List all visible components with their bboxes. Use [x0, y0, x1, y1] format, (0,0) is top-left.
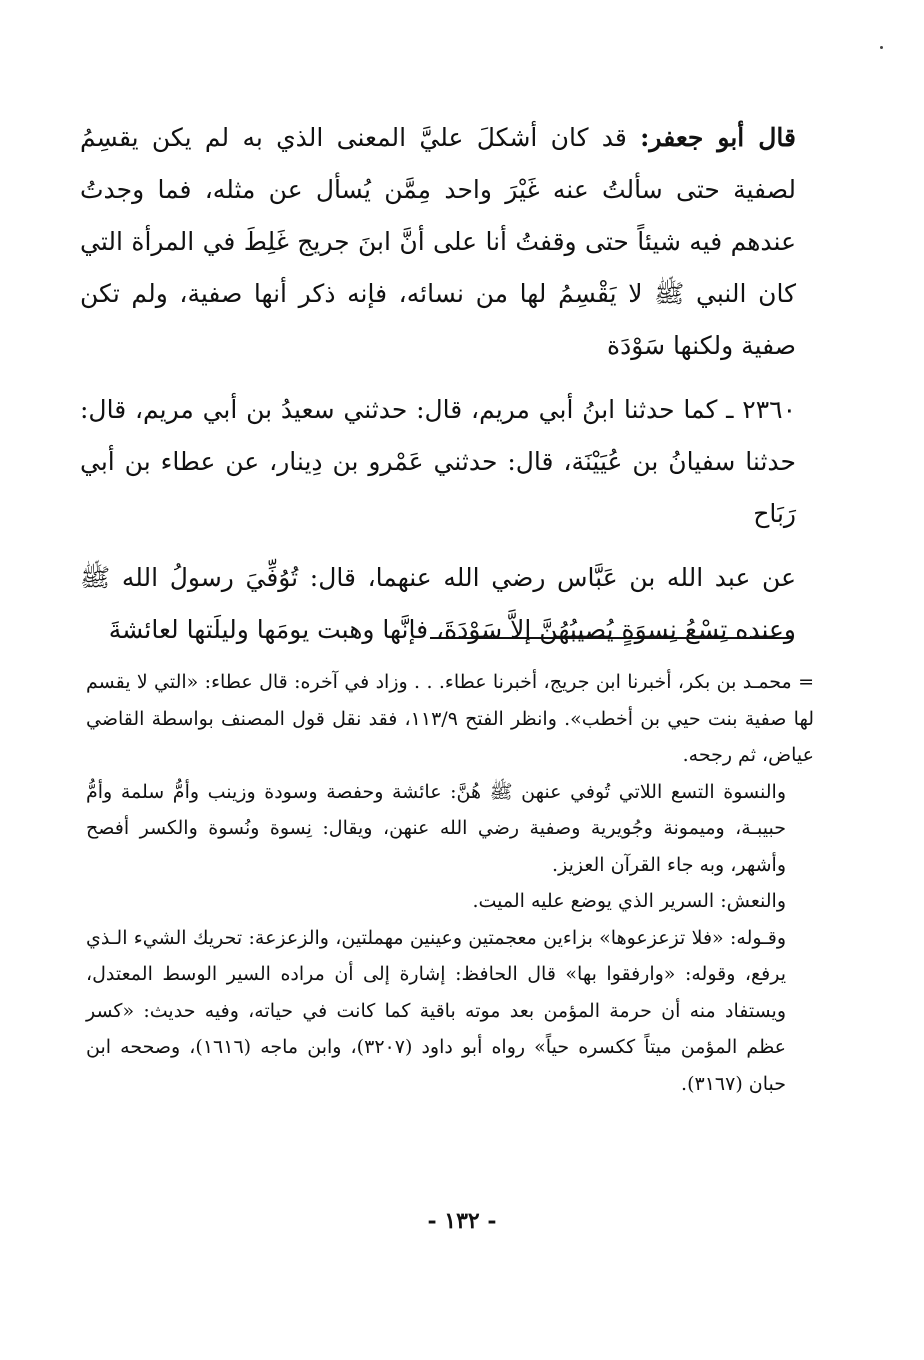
main-paragraph-2: ٢٣٦٠ ـ كما حدثنا ابنُ أبي مريم، قال: حدثني سعيدُ بن أبي مريم، قال: حدثنا سفيانُ بن عُيَيْنَة، قال: حدثني عَمْرو بن دِينار، عن عطاء بن أبي رَبَاح [80, 395, 796, 528]
footnote-1: = محمـد بن بكر، أخبرنا ابن جريج، أخبرنا عطاء. . . وزاد في آخره: قال عطاء: «التي لا يقسم لها صفية بنت حيي بن أخطب». وانظر الفتح ١١٣/٩، فقد نقل قول المصنف بواسطة القاضي عياض، ثم رجحه. [86, 671, 814, 766]
footnotes [86, 664, 814, 1102]
footnote-4: وقـوله: «فلا تزعزعوها» بزاءين معجمتين وعينين مهملتين، والزعزعة: تحريك الشيء الـذي يرفع، وقوله: «وارفقوا بها» قال الحافظ: إشارة إلى أن مراده السير الوسط المعتدل، ويستفاد منه أن حرمة المؤمن بعد موته باقية كما كانت في حياته، وفيه حديث: «كسر عظم المؤمن ميتاً ككسره حياً» رواه أبو داود (٣٢٠٧)، وابن ماجه (١٦١٦)، وصححه ابن حبان (٣١٦٧). [86, 926, 786, 1095]
footnote-2: والنسوة التسع اللاتي تُوفي عنهن ﷺ هُنَّ: عائشة وحفصة وسودة وزينب وأمُّ سلمة وأمُّ حبيبـة، وميمونة وجُويرية وصفية رضي الله عنهن، ويقال: نِسوة ونُسوة والكسر أفصح وأشهر، وبه جاء القرآن العزيز. [86, 780, 786, 876]
main-paragraph-3: عن عبد الله بن عَبَّاس رضي الله عنهما، قال: تُوُفِّيَ رسولُ الله ﷺ وعنده تِسْعُ نِسوَةٍ يُصيبُهُنَّ إلاَّ سَوْدَةَ، فإنَّها وهبت يومَها وليلَتها لعائشةَ [80, 563, 796, 644]
main-text [80, 112, 796, 656]
footnote-3: والنعش: السرير الذي يوضع عليه الميت. [472, 890, 786, 912]
main-paragraph-1 [80, 112, 796, 372]
scan-speck [880, 46, 883, 49]
footnote-divider [430, 637, 792, 639]
page-number: - ١٣٢ - [427, 1208, 497, 1234]
paragraph-lead: قال أبو جعفر: [640, 123, 796, 152]
paragraph-body: قد كان أشكلَ عليَّ المعنى الذي به لم يكن يقسِمُ لصفية حتى سألتُ عنه غَيْرَ واحد مِمَّن يُسأل عن مثله، فما وجدتُ عندهم فيه شيئاً حتى وقفتُ أنا على أنَّ ابنَ جريج غَلِطَ في المرأة التي كان النبي ﷺ لا يَقْسِمُ لها من نسائه، فإنه ذكر أنها صفية، ولم تكن صفية ولكنها سَوْدَة [80, 123, 796, 360]
